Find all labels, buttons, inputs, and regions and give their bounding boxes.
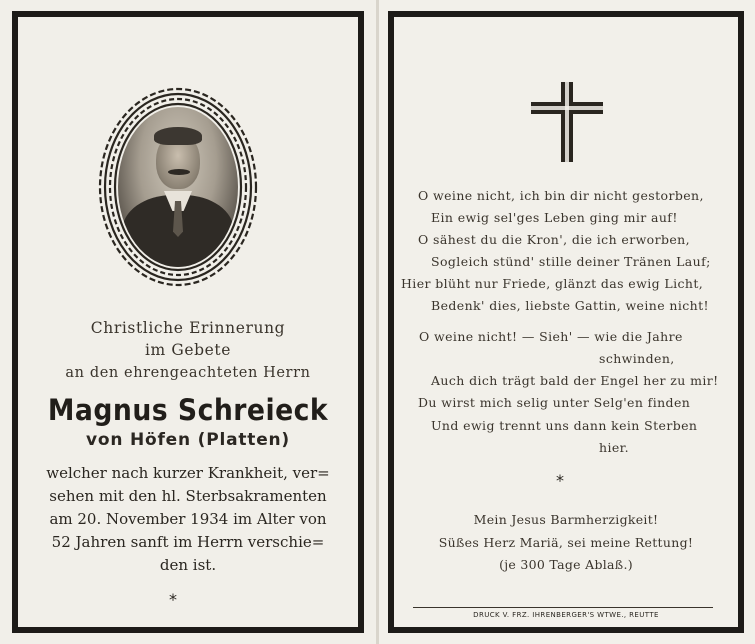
poem-line: O weine nicht, ich bin dir nicht gestorben,	[418, 188, 704, 203]
death-text-line: am 20. November 1934 im Alter von	[49, 510, 327, 528]
poem-line: Du wirst mich selig unter Selg'en finden	[418, 395, 691, 410]
death-text-line: den ist.	[159, 556, 217, 574]
death-text-line: welcher nach kurzer Krankheit, ver=	[46, 464, 330, 482]
intro-line-3: an den ehrengeachteten Herrn	[65, 365, 311, 381]
poem-line: Bedenk' dies, liebste Gattin, weine nicht!	[431, 298, 709, 313]
cross-icon	[531, 82, 603, 162]
intro-line-1: Christliche Erinnerung	[90, 319, 286, 337]
poem-line: Sogleich stünd' stille deiner Tränen Lauf;	[431, 254, 711, 269]
poem-line: Ein ewig sel'ges Leben ging mir auf!	[431, 210, 678, 225]
poem-line: Hier blüht nur Friede, glänzt das ewig Licht,	[401, 276, 704, 291]
closing-line: Mein Jesus Barmherzigkeit!	[473, 512, 659, 527]
printer-imprint: DRUCK V. FRZ. IHRENBERGER'S WTWE., REUTTE	[473, 611, 659, 619]
poem-line: O sähest du die Kron', die ich erworben,	[418, 232, 691, 247]
poem-line: schwinden,	[599, 351, 675, 366]
portrait-frame	[97, 86, 259, 288]
closing-line: (je 300 Tage Ablaß.)	[499, 557, 633, 572]
printer-divider	[413, 607, 713, 608]
portrait-photo	[118, 107, 238, 267]
star-ornament: *	[169, 590, 177, 609]
poem-line: Auch dich trägt bald der Engel her zu mir!	[431, 373, 719, 388]
deceased-origin: von Höfen (Platten)	[85, 430, 291, 450]
poem-line: Und ewig trennt uns dann kein Sterben	[431, 418, 698, 433]
death-text-line: 52 Jahren sanft im Herrn verschie=	[51, 533, 325, 551]
deceased-name: Magnus Schreieck	[47, 393, 329, 427]
poem-line: O weine nicht! — Sieh' — wie die Jahre	[419, 329, 683, 344]
closing-line: Süßes Herz Mariä, sei meine Rettung!	[438, 535, 694, 550]
death-text-line: sehen mit den hl. Sterbsakramenten	[49, 487, 327, 505]
star-ornament: *	[556, 471, 564, 490]
intro-line-2: im Gebete	[144, 341, 232, 359]
poem-line: hier.	[599, 440, 630, 455]
death-notice-text	[26, 462, 350, 577]
